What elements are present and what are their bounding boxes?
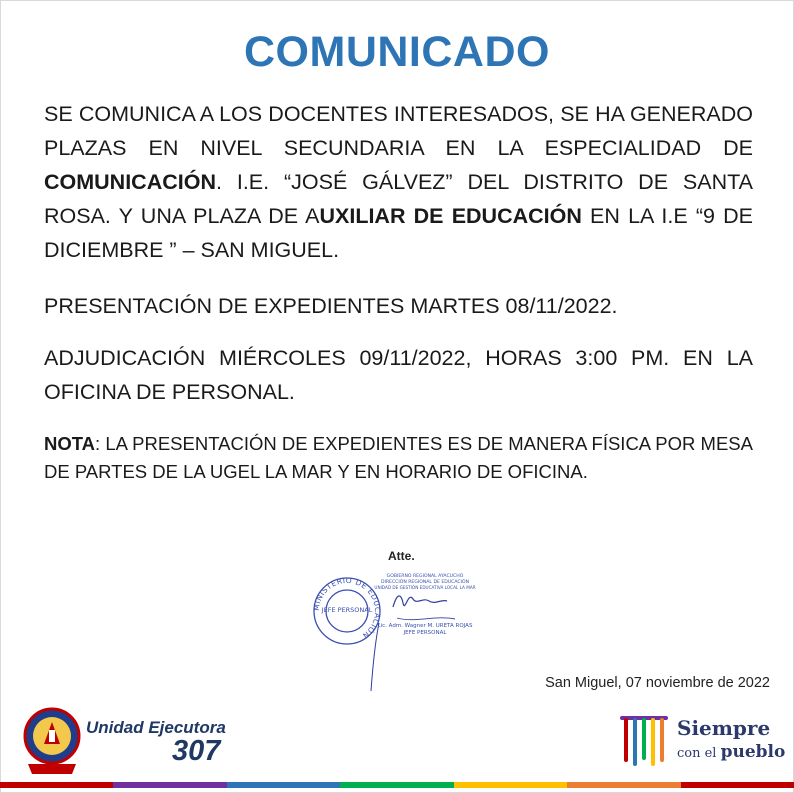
stamp-line-1: GOBIERNO REGIONAL AYACUCHO bbox=[386, 574, 464, 579]
slogan-sub-word: pueblo bbox=[720, 742, 786, 762]
official-stamp-signature bbox=[305, 563, 485, 693]
stamp-ring-text: MINISTERIO DE EDUCACIÓN bbox=[311, 575, 383, 641]
stamp-line-3: UNIDAD DE GESTIÓN EDUCATIVA LOCAL LA MAR bbox=[374, 585, 476, 590]
paragraph-text: . I.E. “JOSÉ GÁLVEZ” DEL DISTRITO DE SANTA ROSA. Y UNA PLAZA DE A bbox=[44, 170, 753, 228]
announcement-paragraph bbox=[44, 97, 753, 267]
paragraph-text: EN LA I.E “9 DE DICIEMBRE ” – SAN MIGUEL. bbox=[44, 204, 753, 262]
executing-unit-number: 307 bbox=[172, 735, 221, 767]
footer-color-stripe bbox=[0, 782, 794, 788]
footer-stripe-segment bbox=[567, 782, 680, 788]
issue-date: San Miguel, 07 noviembre de 2022 bbox=[545, 675, 770, 691]
footer-stripe-segment bbox=[340, 782, 453, 788]
note-paragraph bbox=[44, 430, 753, 486]
footer-stripe-segment bbox=[454, 782, 567, 788]
note-text: : LA PRESENTACIÓN DE EXPEDIENTES ES DE MANERA FÍSICA POR MESA DE PARTES DE LA UGEL LA MAR Y EN HORARIO DE OFICINA. bbox=[44, 433, 753, 482]
signer-role: JEFE PERSONAL bbox=[403, 630, 447, 636]
closing-atte: Atte. bbox=[388, 549, 415, 563]
footer-stripe-segment bbox=[227, 782, 340, 788]
paragraph-text: SE COMUNICA A LOS DOCENTES INTERESADOS, SE HA GENERADO PLAZAS EN NIVEL SECUNDARIA EN LA ESPECIALIDAD DE bbox=[44, 102, 753, 160]
slogan-sub-prefix: con el bbox=[677, 746, 717, 761]
signer-name: Lic. Adm. Wagner M. URETA ROJAS bbox=[377, 623, 473, 629]
adjudication-paragraph: ADJUDICACIÓN MIÉRCOLES 09/11/2022, HORAS 3:00 PM. EN LA OFICINA DE PERSONAL. bbox=[44, 346, 753, 404]
stamp-line-2: DIRECCIÓN REGIONAL DE EDUCACIÓN bbox=[380, 580, 470, 585]
ugel-emblem-logo bbox=[22, 704, 82, 776]
slogan-sub bbox=[677, 742, 785, 762]
auxiliary-bold: UXILIAR DE EDUCACIÓN bbox=[319, 204, 582, 228]
siempre-con-el-pueblo-logo bbox=[618, 714, 670, 768]
document-title: COMUNICADO bbox=[244, 28, 550, 76]
executing-unit-label: Unidad Ejecutora bbox=[86, 718, 226, 737]
footer-stripe-segment bbox=[0, 782, 113, 788]
note-label: NOTA bbox=[44, 433, 96, 454]
submission-paragraph: PRESENTACIÓN DE EXPEDIENTES MARTES 08/11/2022. bbox=[44, 294, 618, 318]
stamp-center-text: JEFE PERSONAL bbox=[321, 606, 373, 614]
footer-stripe-segment bbox=[113, 782, 226, 788]
footer-stripe-segment bbox=[681, 782, 794, 788]
specialty-bold: COMUNICACIÓN bbox=[44, 170, 216, 194]
slogan-main: Siempre bbox=[677, 716, 771, 740]
